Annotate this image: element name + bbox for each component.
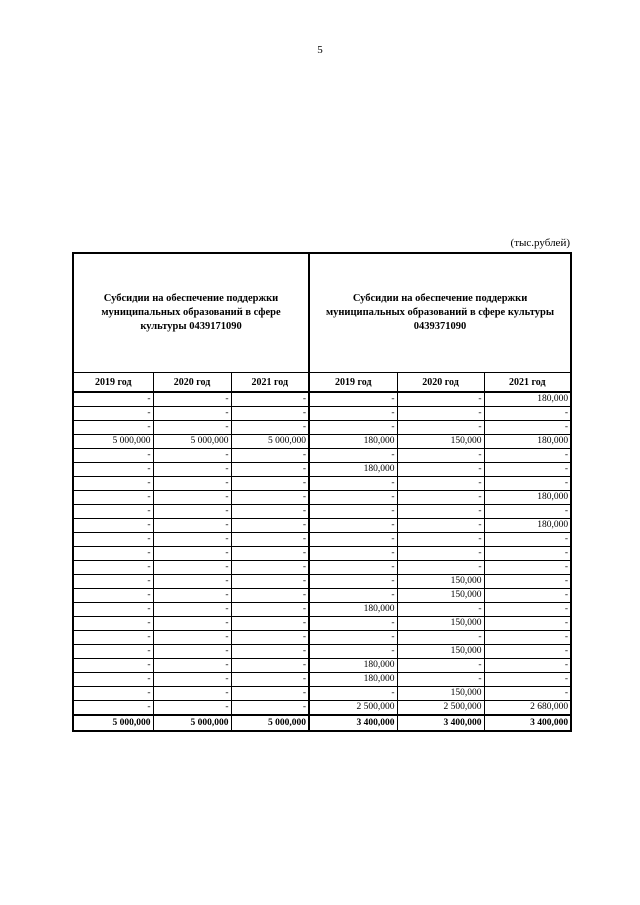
table-row [73, 617, 571, 631]
table-cell: 180,000 [484, 491, 571, 505]
table-cell: - [231, 533, 309, 547]
table-row [73, 392, 571, 407]
table-cell: - [153, 645, 231, 659]
totals-row [73, 715, 571, 731]
table-cell: - [153, 589, 231, 603]
table-cell: - [73, 421, 153, 435]
table-cell: - [231, 673, 309, 687]
table-row [73, 701, 571, 716]
table-cell: - [153, 561, 231, 575]
table-cell: - [73, 631, 153, 645]
table-cell: - [309, 392, 397, 407]
table-cell: - [153, 421, 231, 435]
table-cell: - [153, 392, 231, 407]
table-cell: - [397, 421, 484, 435]
table-row [73, 449, 571, 463]
table-cell: 5 000,000 [153, 435, 231, 449]
table-cell: - [397, 463, 484, 477]
table-cell: - [231, 575, 309, 589]
table-cell: - [231, 392, 309, 407]
table-cell: 5 000,000 [231, 435, 309, 449]
table-row [73, 463, 571, 477]
table-cell: - [309, 687, 397, 701]
table-cell: 180,000 [309, 463, 397, 477]
table-cell: 180,000 [309, 603, 397, 617]
table-cell: - [309, 561, 397, 575]
table-cell: - [484, 407, 571, 421]
table-cell: - [309, 491, 397, 505]
table-cell: - [73, 407, 153, 421]
table-cell: - [73, 477, 153, 491]
table-row [73, 435, 571, 449]
table-cell: - [484, 589, 571, 603]
table-cell: - [397, 561, 484, 575]
table-cell: - [484, 659, 571, 673]
table-cell: - [309, 477, 397, 491]
table-cell: - [397, 533, 484, 547]
table-cell: - [153, 407, 231, 421]
total-cell: 5 000,000 [231, 715, 309, 731]
group-header-0439171090: Субсидии на обеспечение поддержки муниципальных образований в сфере культуры 0439171090 [73, 253, 309, 373]
table-cell: - [231, 617, 309, 631]
year-header: 2020 год [397, 373, 484, 393]
units-label: (тыс.рублей) [510, 237, 570, 249]
table-cell: - [73, 575, 153, 589]
table-cell: 150,000 [397, 617, 484, 631]
total-cell: 5 000,000 [153, 715, 231, 731]
table-cell: - [73, 491, 153, 505]
table-cell: - [397, 659, 484, 673]
page-number: 5 [317, 44, 323, 56]
table-cell: - [153, 491, 231, 505]
table-cell: - [397, 519, 484, 533]
table-row [73, 477, 571, 491]
table-cell: - [153, 533, 231, 547]
table-cell: 150,000 [397, 589, 484, 603]
table-cell: - [309, 631, 397, 645]
group-header-0439371090: Субсидии на обеспечение поддержки муниципальных образований в сфере культуры 0439371090 [309, 253, 571, 373]
table-cell: 150,000 [397, 687, 484, 701]
total-cell: 5 000,000 [73, 715, 153, 731]
table-cell: - [153, 603, 231, 617]
table-row [73, 407, 571, 421]
table-cell: - [309, 519, 397, 533]
table-cell: - [231, 477, 309, 491]
table-cell: - [153, 547, 231, 561]
table-cell: 150,000 [397, 575, 484, 589]
table-cell: - [231, 687, 309, 701]
table-cell: - [309, 589, 397, 603]
table-cell: 180,000 [484, 392, 571, 407]
total-cell: 3 400,000 [397, 715, 484, 731]
total-cell: 3 400,000 [309, 715, 397, 731]
table-cell: - [73, 687, 153, 701]
table-cell: - [397, 449, 484, 463]
table-cell: - [484, 603, 571, 617]
table-row [73, 547, 571, 561]
table-row [73, 575, 571, 589]
table-cell: - [73, 645, 153, 659]
table-cell: - [484, 421, 571, 435]
table-cell: - [397, 505, 484, 519]
table-row [73, 421, 571, 435]
table-cell: - [153, 659, 231, 673]
table-cell: - [73, 547, 153, 561]
year-header: 2019 год [73, 373, 153, 393]
table-cell: - [397, 547, 484, 561]
table-cell: - [484, 463, 571, 477]
table-cell: - [309, 407, 397, 421]
table-cell: - [73, 603, 153, 617]
table-cell: - [484, 673, 571, 687]
table-cell: - [484, 449, 571, 463]
table-cell: - [73, 589, 153, 603]
table-row [73, 561, 571, 575]
table-cell: - [73, 505, 153, 519]
table-cell: - [231, 701, 309, 716]
table-cell: - [309, 617, 397, 631]
table-cell: - [484, 505, 571, 519]
table-cell: - [484, 645, 571, 659]
table-cell: - [397, 491, 484, 505]
table-cell: - [309, 645, 397, 659]
table-cell: - [397, 477, 484, 491]
table-cell: - [231, 449, 309, 463]
table-cell: - [231, 659, 309, 673]
table-cell: - [309, 575, 397, 589]
table-row [73, 673, 571, 687]
table-row [73, 519, 571, 533]
table-cell: - [231, 407, 309, 421]
table-cell: - [73, 659, 153, 673]
table-cell: 180,000 [309, 673, 397, 687]
table-cell: 150,000 [397, 645, 484, 659]
table-cell: - [153, 575, 231, 589]
table-cell: - [231, 603, 309, 617]
table-cell: - [231, 421, 309, 435]
year-header: 2019 год [309, 373, 397, 393]
year-header: 2021 год [231, 373, 309, 393]
table-cell: - [153, 449, 231, 463]
table-cell: - [231, 547, 309, 561]
table-cell: - [484, 477, 571, 491]
table-cell: - [231, 645, 309, 659]
table-cell: - [397, 603, 484, 617]
table-cell: - [231, 519, 309, 533]
table-cell: - [397, 631, 484, 645]
table-cell: - [484, 617, 571, 631]
table-row [73, 645, 571, 659]
table-row [73, 533, 571, 547]
table-cell: - [484, 575, 571, 589]
table-cell: 180,000 [309, 659, 397, 673]
table-cell: - [484, 687, 571, 701]
table-cell: - [309, 421, 397, 435]
table-row [73, 589, 571, 603]
year-header: 2021 год [484, 373, 571, 393]
table-cell: - [231, 491, 309, 505]
table-row [73, 687, 571, 701]
table-cell: - [153, 477, 231, 491]
table-cell: - [309, 547, 397, 561]
table-cell: - [73, 701, 153, 716]
table-cell: - [231, 463, 309, 477]
table-cell: - [309, 505, 397, 519]
table-cell: 2 680,000 [484, 701, 571, 716]
table-cell: - [231, 589, 309, 603]
table-cell: - [484, 533, 571, 547]
subsidy-table [72, 252, 572, 732]
table-cell: - [484, 631, 571, 645]
table-cell: 150,000 [397, 435, 484, 449]
table-cell: - [73, 533, 153, 547]
table-cell: - [231, 631, 309, 645]
table-cell: - [73, 449, 153, 463]
table-cell: - [73, 673, 153, 687]
table-row [73, 631, 571, 645]
table-cell: - [153, 687, 231, 701]
table-cell: - [153, 631, 231, 645]
table-cell: - [153, 701, 231, 716]
table-cell: - [231, 561, 309, 575]
table-cell: 2 500,000 [397, 701, 484, 716]
table-cell: - [153, 519, 231, 533]
year-header: 2020 год [153, 373, 231, 393]
table-cell: - [73, 519, 153, 533]
table-cell: - [309, 449, 397, 463]
table-row [73, 491, 571, 505]
table-cell: - [484, 547, 571, 561]
table-row [73, 505, 571, 519]
table-row [73, 603, 571, 617]
table-cell: 180,000 [484, 435, 571, 449]
table-cell: - [73, 617, 153, 631]
table-cell: - [153, 617, 231, 631]
table-cell: 180,000 [484, 519, 571, 533]
table-cell: - [73, 392, 153, 407]
total-cell: 3 400,000 [484, 715, 571, 731]
table-row [73, 659, 571, 673]
table-cell: - [397, 407, 484, 421]
table-cell: - [397, 673, 484, 687]
table-cell: - [153, 505, 231, 519]
table-cell: - [153, 673, 231, 687]
table-cell: 5 000,000 [73, 435, 153, 449]
table-cell: - [153, 463, 231, 477]
table-cell: - [397, 392, 484, 407]
table-cell: 180,000 [309, 435, 397, 449]
table-cell: - [73, 463, 153, 477]
table-cell: - [73, 561, 153, 575]
table-cell: - [309, 533, 397, 547]
table-cell: - [484, 561, 571, 575]
table-cell: 2 500,000 [309, 701, 397, 716]
table-cell: - [231, 505, 309, 519]
